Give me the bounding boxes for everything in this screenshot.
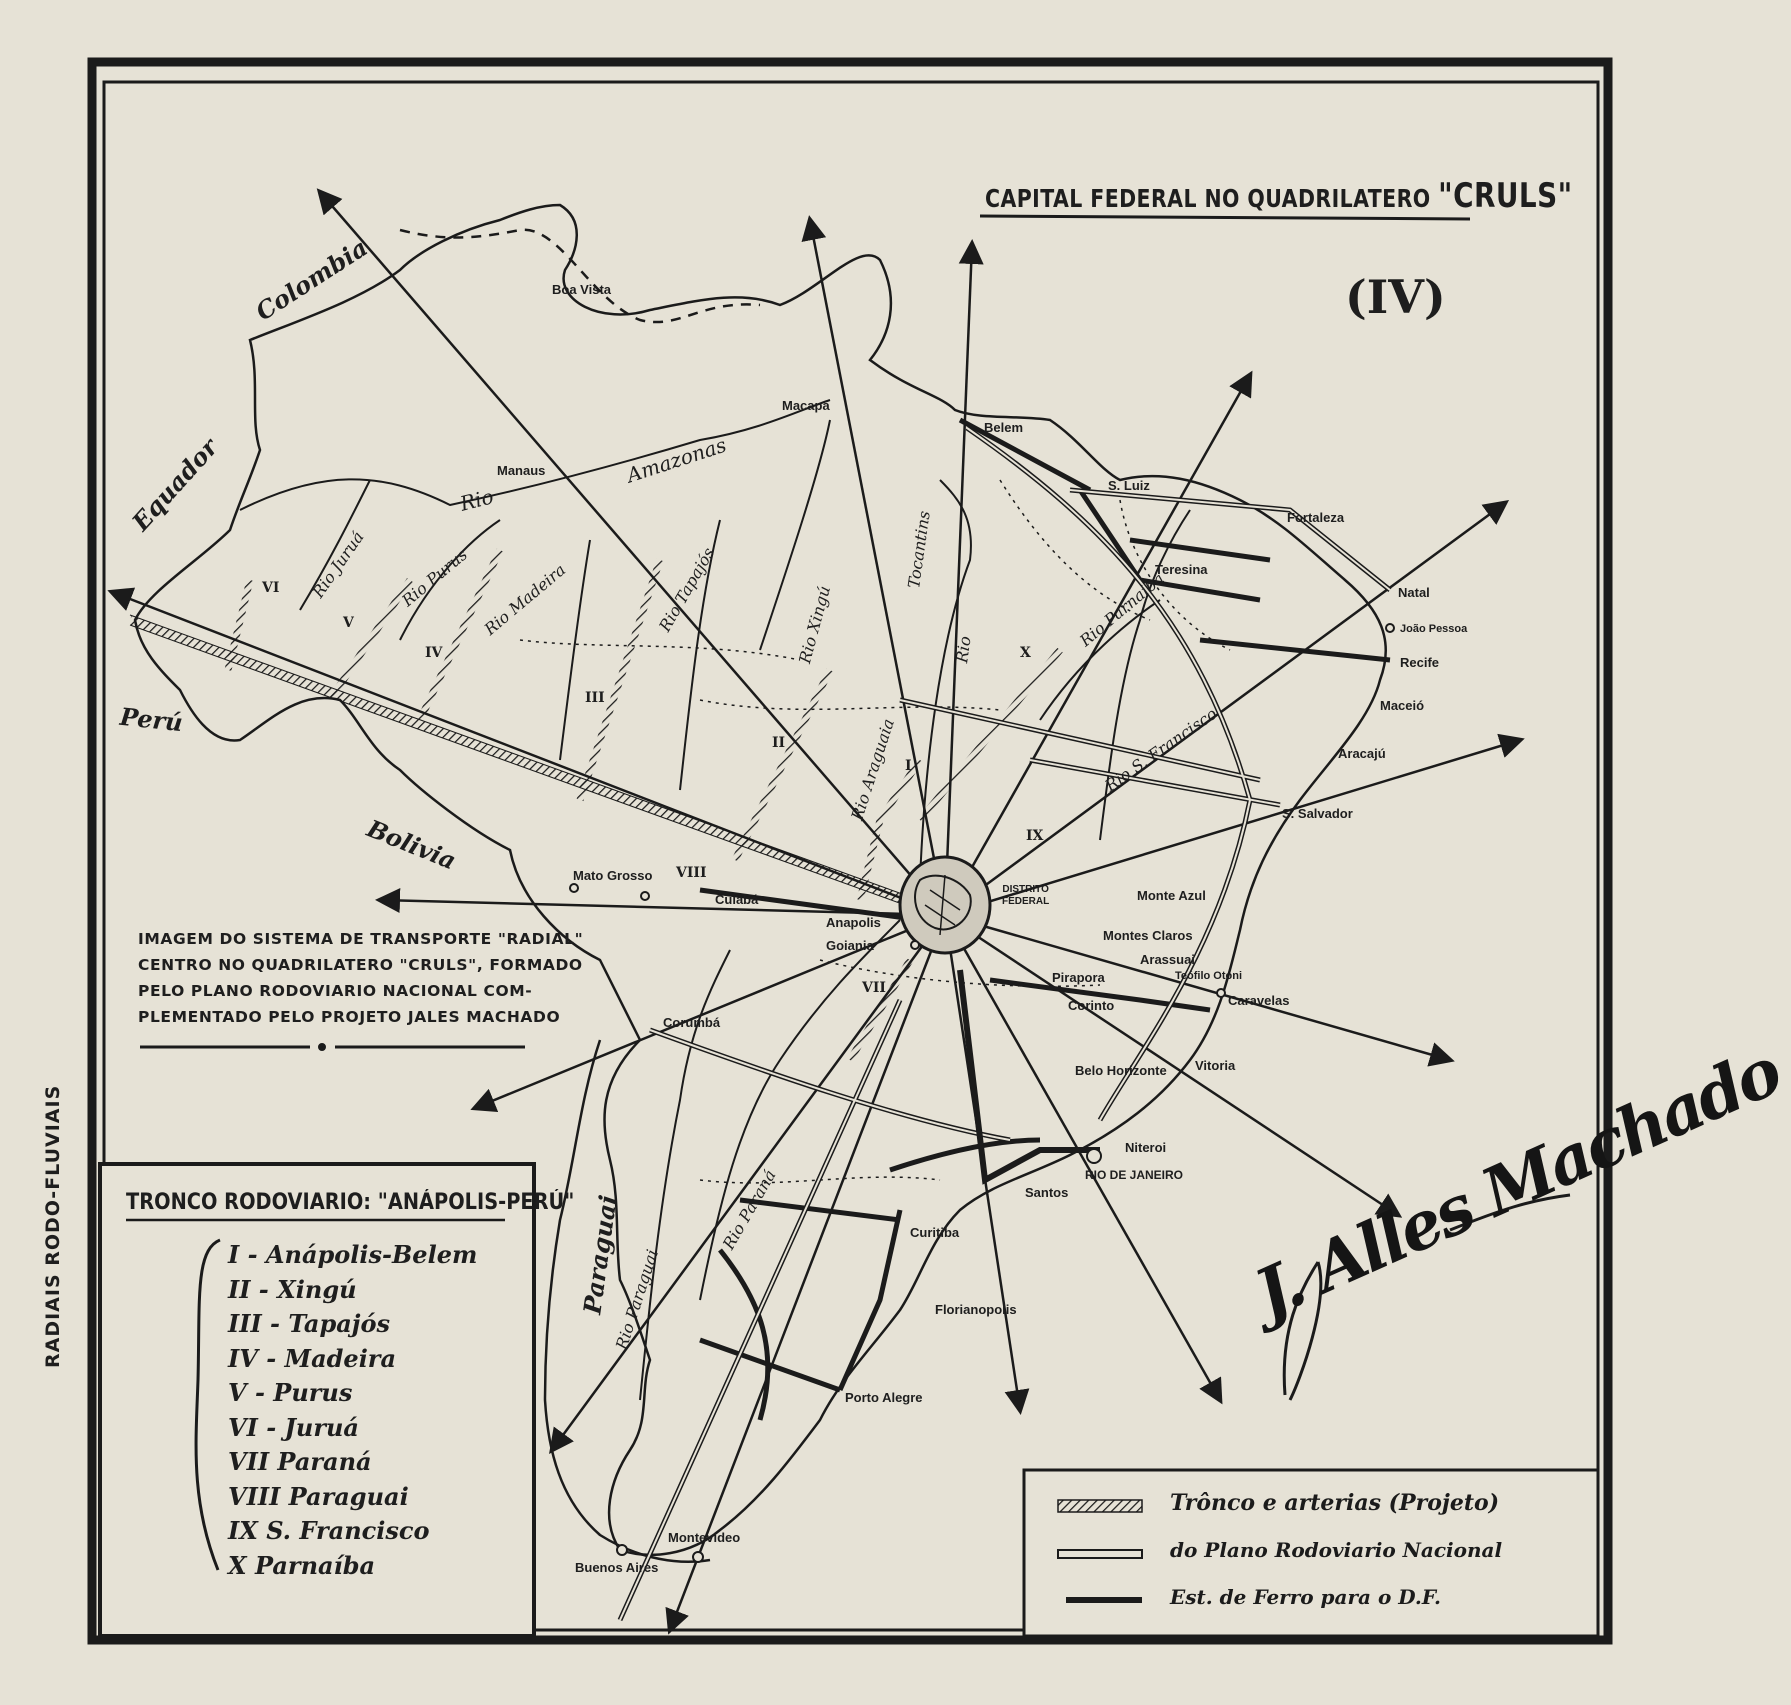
key-item-railway: Est. de Ferro para o D.F. [1170, 1585, 1441, 1609]
legend-item: VII Paraná [228, 1447, 372, 1476]
city-pirapora: Pirapora [1052, 970, 1105, 985]
cruls-quadrilateral [900, 857, 990, 953]
city-aracaju: Aracajú [1338, 746, 1386, 761]
city-salvador: S. Salvador [1282, 806, 1353, 821]
key-swatch-railway [1066, 1597, 1142, 1603]
city-manaus: Manaus [497, 463, 546, 478]
city-belo-horizonte: Belo Horizonte [1075, 1063, 1167, 1078]
country-equador: Equador [126, 432, 224, 537]
city-macapa: Macapá [782, 398, 830, 413]
legend-item: V - Purus [228, 1378, 353, 1407]
legend-item: IV - Madeira [228, 1343, 396, 1373]
city-porto-alegre: Porto Alegre [845, 1390, 923, 1405]
map-title-emphasis: "CRULS" [1438, 176, 1573, 216]
country-colombia: Colombia [250, 232, 373, 327]
caption-rule [140, 1045, 525, 1050]
city-cuiaba: Cuiabá [715, 892, 759, 907]
marker-v: V [343, 615, 354, 631]
legend-item: VIII Paraguai [228, 1481, 409, 1511]
city-teresina: Teresina [1155, 562, 1208, 577]
city-niteroi: Niteroi [1125, 1140, 1167, 1155]
map-caption [138, 926, 583, 1030]
marker-i: I [905, 758, 912, 774]
marker-ix: IX [1026, 828, 1044, 844]
city-mato-grosso: Mato Grosso [573, 868, 653, 883]
key-swatch-national [1058, 1550, 1142, 1558]
city-vitoria: Vitoria [1195, 1058, 1236, 1073]
river-jurua: Rio Juruá [308, 527, 368, 602]
legend-item: IX S. Francisco [228, 1516, 430, 1545]
key-swatch-trunk [1058, 1500, 1142, 1512]
legend-item: VI - Juruá [228, 1412, 359, 1442]
city-sao-luiz: S. Luiz [1108, 478, 1150, 493]
city-anapolis: Anapolis [826, 915, 881, 930]
river-parana: Rio Paraná [718, 1166, 780, 1253]
city-caravelas: Caravelas [1228, 993, 1290, 1008]
city-montevideo: Montevideo [668, 1530, 741, 1545]
city-dots [570, 624, 1394, 1562]
river-parnaiba: Rio Parnaiba [1076, 568, 1168, 651]
df-label-line-1: DISTRITO [1002, 884, 1049, 895]
river-tocantins: Tocantins [904, 509, 934, 590]
legend-title: TRONCO RODOVIARIO: "ANÁPOLIS-PERÚ" [126, 1190, 575, 1215]
city-belem: Belem [984, 420, 1024, 435]
city-corumba: Corumbá [663, 1015, 721, 1030]
country-peru: Perú [118, 701, 185, 738]
city-maceio: Maceió [1380, 698, 1425, 713]
distrito-federal-label [1002, 884, 1049, 908]
marker-ii: II [772, 735, 786, 751]
marker-iii: III [585, 690, 605, 706]
marker-iv: IV [425, 645, 443, 661]
df-label-line-2: FEDERAL [1002, 896, 1050, 907]
country-paraguai: Paraguai [577, 1193, 623, 1316]
city-florianopolis: Florianopolis [935, 1302, 1017, 1317]
river-amazonas: Amazonas [623, 432, 730, 488]
marker-vi: VI [262, 580, 280, 596]
city-buenos-aires: Buenos Aires [575, 1560, 659, 1575]
city-corinto: Corinto [1068, 998, 1115, 1013]
plate-number: (IV) [1345, 270, 1446, 324]
river-xingu: Rio Xingú [795, 583, 835, 666]
city-goiania: Goiania [826, 938, 874, 953]
river-sfrancisco: Rio S. Francisco [1101, 703, 1221, 796]
legend-radial-list [228, 1240, 477, 1585]
river-paraguai: Rio Paraguai [611, 1247, 663, 1352]
city-fortaleza: Fortaleza [1287, 510, 1345, 525]
river-araguaia: Rio Araguaia [847, 716, 899, 823]
title-underline [980, 216, 1470, 219]
legend-item: X Parnaíba [228, 1550, 376, 1580]
key-item-trunk: Trônco e arterias (Projeto) [1170, 1490, 1500, 1516]
city-boa-vista: Boa Vista [552, 282, 612, 297]
river-tapajos: Rio Tapajós [655, 544, 719, 635]
city-rio-de-janeiro: RIO DE JANEIRO [1085, 1168, 1184, 1182]
legend-item: II - Xingú [228, 1274, 357, 1304]
map-title-main: CAPITAL FEDERAL NO QUADRILATERO [985, 184, 1431, 213]
key-item-national: do Plano Rodoviario Nacional [1170, 1538, 1503, 1562]
city-natal: Natal [1398, 585, 1430, 600]
river-tocantins-rio: Rio [952, 634, 975, 665]
legend-item: III - Tapajós [228, 1309, 390, 1338]
northern-border [400, 230, 760, 322]
river-purus: Rio Purus [398, 544, 471, 611]
marker-x: X [1020, 645, 1031, 661]
city-recife: Recife [1400, 655, 1440, 670]
marker-viii: VIII [676, 865, 707, 881]
city-joao-pessoa: João Pessoa [1400, 623, 1468, 635]
legend-item: I - Anápolis-Belem [228, 1240, 478, 1269]
caption-line-1: IMAGEM DO SISTEMA DE TRANSPORTE "RADIAL" [138, 930, 584, 948]
city-santos: Santos [1025, 1185, 1069, 1200]
country-bolivia: Bolivia [362, 813, 461, 876]
river-rio: Rio [457, 484, 496, 516]
map-title [985, 176, 1573, 216]
legend-group-label: RADIAIS RODO-FLUVIAIS [42, 1084, 64, 1368]
city-monte-azul: Monte Azul [1137, 888, 1206, 903]
river-madeira: Rio Madeira [480, 560, 570, 639]
city-montes-claros: Montes Claros [1103, 928, 1193, 943]
caption-line-2: CENTRO NO QUADRILATERO "CRULS", FORMADO [138, 956, 583, 974]
caption-line-4: PLEMENTADO PELO PROJETO JALES MACHADO [138, 1008, 561, 1026]
city-teofilo-otoni: Teófilo Otoni [1175, 970, 1243, 982]
city-arassuai: Arassuai [1140, 952, 1195, 967]
caption-line-3: PELO PLANO RODOVIARIO NACIONAL COM- [138, 982, 533, 1000]
city-curitiba: Curitiba [910, 1225, 960, 1240]
signature: J. Alles Machado [1243, 1032, 1791, 1333]
marker-vii: VII [862, 980, 886, 996]
